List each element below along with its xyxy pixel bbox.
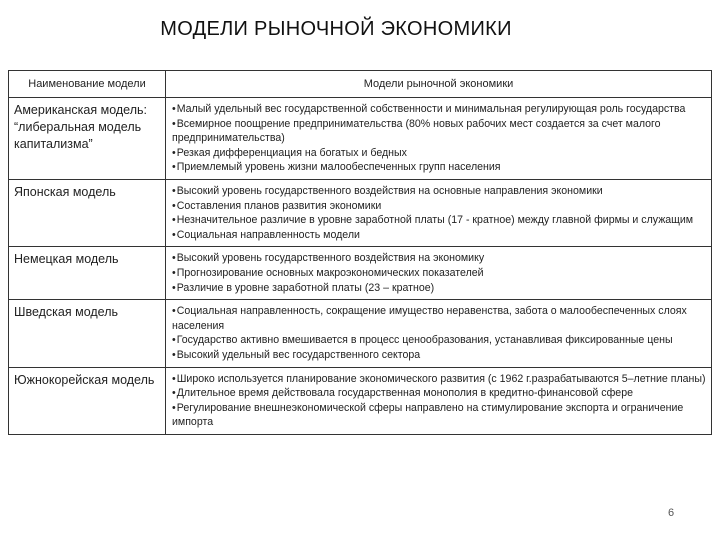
feature-item: • Социальная направленность модели <box>172 228 706 243</box>
header-model-name: Наименование модели <box>9 71 166 98</box>
feature-item: • Составления планов развития экономики <box>172 199 706 214</box>
model-name: Американская модель: “либеральная модель капитализма” <box>9 98 166 180</box>
table-row <box>9 367 712 434</box>
feature-item: • Длительное время действовала государственная монополия в кредитно-финансовой сфере <box>172 386 706 401</box>
feature-item: • Резкая дифференциация на богатых и бедных <box>172 146 706 161</box>
table-header-row <box>9 71 712 98</box>
model-name: Немецкая модель <box>9 247 166 300</box>
market-models-table <box>8 70 712 435</box>
feature-item: • Социальная направленность, сокращение имущество неравенства, забота о малообеспеченных слоях населения <box>172 304 706 333</box>
feature-item: • Незначительное различие в уровне заработной платы (17 - кратное) между главной фирмы и служащим <box>172 213 706 228</box>
header-market-models: Модели рыночной экономики <box>166 71 712 98</box>
feature-item: • Приемлемый уровень жизни малообеспеченных групп населения <box>172 160 706 175</box>
model-name: Шведская модель <box>9 300 166 367</box>
model-features <box>166 300 712 367</box>
feature-item: • Прогнозирование основных макроэкономических показателей <box>172 266 706 281</box>
feature-item: • Всемирное поощрение предпринимательства (80% новых рабочих мест создается за счет малого предпринимательства) <box>172 117 706 146</box>
feature-item: • Высокий уровень государственного воздействия на экономику <box>172 251 706 266</box>
table-row <box>9 179 712 246</box>
model-features <box>166 179 712 246</box>
feature-item: • Регулирование внешнеэкономической сферы направлено на стимулирование экспорта и ограничение импорта <box>172 401 706 430</box>
feature-item: • Малый удельный вес государственной собственности и минимальная регулирующая роль государства <box>172 102 706 117</box>
model-features <box>166 98 712 180</box>
feature-item: • Различие в уровне заработной платы (23 – кратное) <box>172 281 706 296</box>
table-row <box>9 98 712 180</box>
feature-item: • Высокий уровень государственного воздействия на основные направления экономики <box>172 184 706 199</box>
model-name: Южнокорейская модель <box>9 367 166 434</box>
model-name: Японская модель <box>9 179 166 246</box>
table-row <box>9 247 712 300</box>
feature-item: • Высокий удельный вес государственного сектора <box>172 348 706 363</box>
page-number: 6 <box>668 507 675 519</box>
feature-item: • Государство активно вмешивается в процесс ценообразования, устанавливая фиксированные цены <box>172 333 706 348</box>
model-features <box>166 247 712 300</box>
page-title: МОДЕЛИ РЫНОЧНОЙ ЭКОНОМИКИ <box>160 18 512 40</box>
model-features <box>166 367 712 434</box>
feature-item: • Широко используется планирование экономического развития (с 1962 г.разрабатываются 5–летние планы) <box>172 372 706 387</box>
table-row <box>9 300 712 367</box>
